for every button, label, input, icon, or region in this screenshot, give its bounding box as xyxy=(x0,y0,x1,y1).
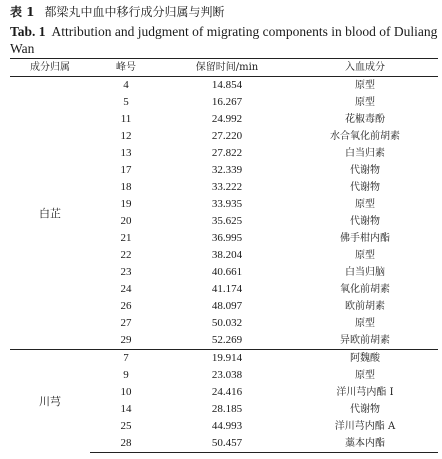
caption-en-label: Tab. 1 xyxy=(10,24,46,39)
peak-number-cell: 19 xyxy=(120,198,132,210)
peak-number-cell: 7 xyxy=(90,350,162,368)
retention-time-cell: 24.992 xyxy=(211,113,243,125)
component-cell: 原型 xyxy=(355,97,375,108)
peak-number-cell: 4 xyxy=(123,79,129,91)
retention-time-cell: 27.220 xyxy=(211,130,243,142)
retention-time-cell: 14.854 xyxy=(211,79,243,91)
retention-time-cell: 33.935 xyxy=(211,198,243,210)
retention-time-cell: 40.661 xyxy=(211,266,243,278)
component-cell: 花椒毒酚 xyxy=(345,114,385,125)
retention-time-cell: 36.995 xyxy=(211,232,243,244)
retention-time-cell: 23.038 xyxy=(211,369,243,381)
retention-time-cell: 38.204 xyxy=(211,249,243,261)
component-cell: 白当归素 xyxy=(345,148,385,159)
retention-time-cell: 16.267 xyxy=(211,96,243,108)
component-cell: 原型 xyxy=(355,80,375,91)
migrating-components-table xyxy=(10,58,438,453)
header-peak-number: 峰号 xyxy=(90,59,162,77)
peak-number-cell: 12 xyxy=(120,130,132,142)
header-retention-time: 保留时间/min xyxy=(162,59,292,77)
peak-number-cell: 26 xyxy=(120,300,132,312)
component-cell: 藁本内酯 xyxy=(292,435,438,453)
component-cell: 阿魏酸 xyxy=(292,350,438,368)
component-cell: 原型 xyxy=(355,250,375,261)
table-header-row xyxy=(10,59,438,77)
component-cell: 佛手柑内酯 xyxy=(340,233,390,244)
retention-time-cell: 19.914 xyxy=(162,350,292,368)
retention-time-cell: 41.174 xyxy=(211,283,243,295)
header-component: 入血成分 xyxy=(292,59,438,77)
peak-number-cell: 28 xyxy=(90,435,162,453)
peak-number-cell: 21 xyxy=(120,232,132,244)
retention-time-cell: 33.222 xyxy=(211,181,243,193)
peak-number-cell: 10 xyxy=(120,386,132,398)
component-cell: 洋川芎内酯 I xyxy=(336,387,394,398)
peak-number-cell: 24 xyxy=(120,283,132,295)
retention-time-cell: 28.185 xyxy=(211,403,243,415)
component-cell: 代谢物 xyxy=(350,216,380,227)
component-cell: 异欧前胡素 xyxy=(340,335,390,346)
retention-time-cell: 24.416 xyxy=(211,386,243,398)
group-baizhi xyxy=(10,77,438,350)
group-name-cell: 白芷 xyxy=(39,206,61,220)
component-cell: 原型 xyxy=(355,318,375,329)
caption-en-text: Attribution and judgment of migrating components in blood of Duliang Wan xyxy=(10,24,438,56)
component-cell: 欧前胡素 xyxy=(345,301,385,312)
peak-number-cell: 9 xyxy=(123,369,129,381)
peak-number-cell: 22 xyxy=(120,249,132,261)
component-cell: 洋川芎内酯 A xyxy=(334,421,396,432)
peak-number-cell: 27 xyxy=(120,317,132,329)
peak-number-cell: 17 xyxy=(120,164,132,176)
component-cell: 原型 xyxy=(355,199,375,210)
caption-cn-label: 表 1 xyxy=(10,5,35,19)
group-chuanxiong xyxy=(10,350,438,453)
peak-number-cell: 25 xyxy=(120,420,132,432)
component-cell: 白当归脑 xyxy=(345,267,385,278)
peak-number-cell: 13 xyxy=(120,147,132,159)
caption-chinese xyxy=(10,4,438,21)
retention-time-cell: 52.269 xyxy=(211,334,243,346)
retention-time-cell: 44.993 xyxy=(211,420,243,432)
table-row xyxy=(10,350,438,368)
retention-time-cell: 50.032 xyxy=(211,317,243,329)
component-cell: 代谢物 xyxy=(350,404,380,415)
peak-number-cell: 14 xyxy=(120,403,132,415)
caption-cn-text: 都梁丸中血中移行成分归属与判断 xyxy=(44,5,225,19)
peak-number-cell: 5 xyxy=(123,96,129,108)
header-attribution: 成分归属 xyxy=(10,59,90,77)
caption-english xyxy=(10,23,438,57)
retention-time-cell: 50.457 xyxy=(162,435,292,453)
peak-number-cell: 18 xyxy=(120,181,132,193)
group-name-cell: 川芎 xyxy=(10,350,90,453)
component-cell: 氧化前胡素 xyxy=(340,284,390,295)
retention-time-cell: 27.822 xyxy=(211,147,243,159)
peak-number-cell: 29 xyxy=(120,334,132,346)
retention-time-cell: 32.339 xyxy=(211,164,243,176)
retention-time-cell: 35.625 xyxy=(211,215,243,227)
peak-number-cell: 20 xyxy=(120,215,132,227)
table-row xyxy=(10,77,438,95)
component-cell: 水合氧化前胡素 xyxy=(330,131,400,142)
component-cell: 原型 xyxy=(355,370,375,381)
peak-number-cell: 23 xyxy=(120,266,132,278)
peak-number-cell: 11 xyxy=(120,113,132,125)
retention-time-cell: 48.097 xyxy=(211,300,243,312)
component-cell: 代谢物 xyxy=(350,165,380,176)
table-caption xyxy=(10,4,438,57)
component-cell: 代谢物 xyxy=(350,182,380,193)
